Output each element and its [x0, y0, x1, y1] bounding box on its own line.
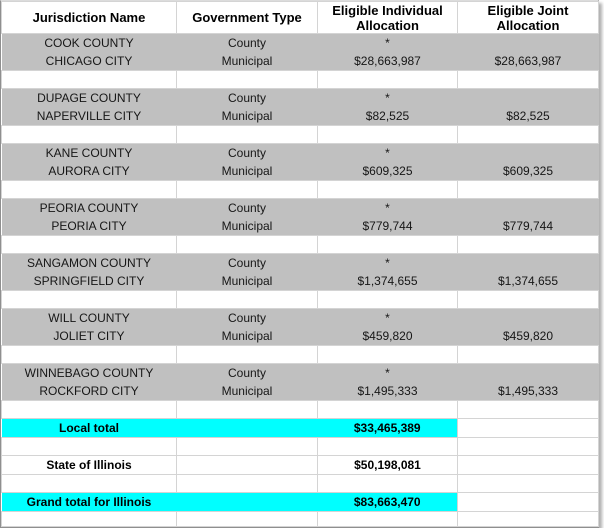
spacer-row [2, 291, 599, 309]
spacer-row [2, 346, 599, 364]
state-total-label: State of Illinois [2, 456, 177, 475]
joint-allocation-cell: $82,525 [458, 107, 599, 126]
local-total-row [2, 419, 599, 438]
col-header-individual-allocation: Eligible Individual Allocation [318, 2, 458, 34]
individual-allocation-cell: $779,744 [318, 217, 458, 236]
grand-total-row [2, 493, 599, 512]
col-header-jurisdiction: Jurisdiction Name [2, 2, 177, 34]
empty-cell [177, 419, 318, 438]
spacer-row [2, 181, 599, 199]
joint-allocation-cell: $459,820 [458, 327, 599, 346]
individual-note-cell: * [318, 364, 458, 383]
county-name-cell: SANGAMON COUNTY [2, 254, 177, 273]
grand-total-value: $83,663,470 [318, 493, 458, 512]
empty-cell [458, 493, 599, 512]
empty-cell [458, 34, 599, 53]
city-name-cell: CHICAGO CITY [2, 52, 177, 71]
individual-allocation-cell: $459,820 [318, 327, 458, 346]
individual-note-cell: * [318, 144, 458, 163]
county-govtype-cell: County [177, 309, 318, 328]
state-total-value: $50,198,081 [318, 456, 458, 475]
spacer-row [2, 126, 599, 144]
spacer-row [2, 438, 599, 456]
group-row-county [2, 34, 599, 53]
state-total-row [2, 456, 599, 475]
city-govtype-cell: Municipal [177, 327, 318, 346]
county-govtype-cell: County [177, 364, 318, 383]
group-row-city [2, 272, 599, 291]
empty-cell [177, 493, 318, 512]
col-header-joint-allocation: Eligible Joint Allocation [458, 2, 599, 34]
county-govtype-cell: County [177, 89, 318, 108]
local-total-value: $33,465,389 [318, 419, 458, 438]
city-govtype-cell: Municipal [177, 107, 318, 126]
empty-cell [458, 199, 599, 218]
group-row-city [2, 107, 599, 126]
city-govtype-cell: Municipal [177, 162, 318, 181]
group-row-county [2, 254, 599, 273]
joint-allocation-cell: $779,744 [458, 217, 599, 236]
county-name-cell: COOK COUNTY [2, 34, 177, 53]
joint-allocation-cell: $609,325 [458, 162, 599, 181]
spacer-row [2, 475, 599, 493]
city-name-cell: SPRINGFIELD CITY [2, 272, 177, 291]
empty-cell [458, 144, 599, 163]
header-row [2, 2, 599, 34]
individual-allocation-cell: $1,495,333 [318, 382, 458, 401]
joint-allocation-cell: $28,663,987 [458, 52, 599, 71]
group-row-county [2, 89, 599, 108]
city-govtype-cell: Municipal [177, 382, 318, 401]
city-govtype-cell: Municipal [177, 52, 318, 71]
empty-cell [458, 254, 599, 273]
city-govtype-cell: Municipal [177, 272, 318, 291]
individual-allocation-cell: $82,525 [318, 107, 458, 126]
group-row-city [2, 382, 599, 401]
county-name-cell: KANE COUNTY [2, 144, 177, 163]
spacer-row [2, 236, 599, 254]
county-govtype-cell: County [177, 144, 318, 163]
group-row-city [2, 327, 599, 346]
county-govtype-cell: County [177, 254, 318, 273]
city-name-cell: JOLIET CITY [2, 327, 177, 346]
group-row-city [2, 52, 599, 71]
individual-note-cell: * [318, 89, 458, 108]
group-row-city [2, 162, 599, 181]
city-name-cell: NAPERVILLE CITY [2, 107, 177, 126]
city-name-cell: ROCKFORD CITY [2, 382, 177, 401]
individual-note-cell: * [318, 254, 458, 273]
group-row-county [2, 199, 599, 218]
empty-cell [458, 309, 599, 328]
empty-cell [458, 419, 599, 438]
county-name-cell: DUPAGE COUNTY [2, 89, 177, 108]
individual-note-cell: * [318, 309, 458, 328]
spacer-row [2, 512, 599, 527]
individual-note-cell: * [318, 34, 458, 53]
individual-allocation-cell: $28,663,987 [318, 52, 458, 71]
city-govtype-cell: Municipal [177, 217, 318, 236]
empty-cell [458, 456, 599, 475]
group-row-city [2, 217, 599, 236]
empty-cell [177, 456, 318, 475]
city-name-cell: AURORA CITY [2, 162, 177, 181]
spacer-row [2, 71, 599, 89]
individual-allocation-cell: $609,325 [318, 162, 458, 181]
individual-allocation-cell: $1,374,655 [318, 272, 458, 291]
county-name-cell: WINNEBAGO COUNTY [2, 364, 177, 383]
county-govtype-cell: County [177, 199, 318, 218]
grand-total-label: Grand total for Illinois [2, 493, 177, 512]
group-row-county [2, 144, 599, 163]
county-govtype-cell: County [177, 34, 318, 53]
county-name-cell: WILL COUNTY [2, 309, 177, 328]
local-total-label: Local total [2, 419, 177, 438]
allocation-data-table [1, 1, 599, 527]
county-name-cell: PEORIA COUNTY [2, 199, 177, 218]
city-name-cell: PEORIA CITY [2, 217, 177, 236]
empty-cell [458, 89, 599, 108]
individual-note-cell: * [318, 199, 458, 218]
joint-allocation-cell: $1,374,655 [458, 272, 599, 291]
empty-cell [458, 364, 599, 383]
group-row-county [2, 364, 599, 383]
group-row-county [2, 309, 599, 328]
spacer-row [2, 401, 599, 419]
joint-allocation-cell: $1,495,333 [458, 382, 599, 401]
col-header-government-type: Government Type [177, 2, 318, 34]
